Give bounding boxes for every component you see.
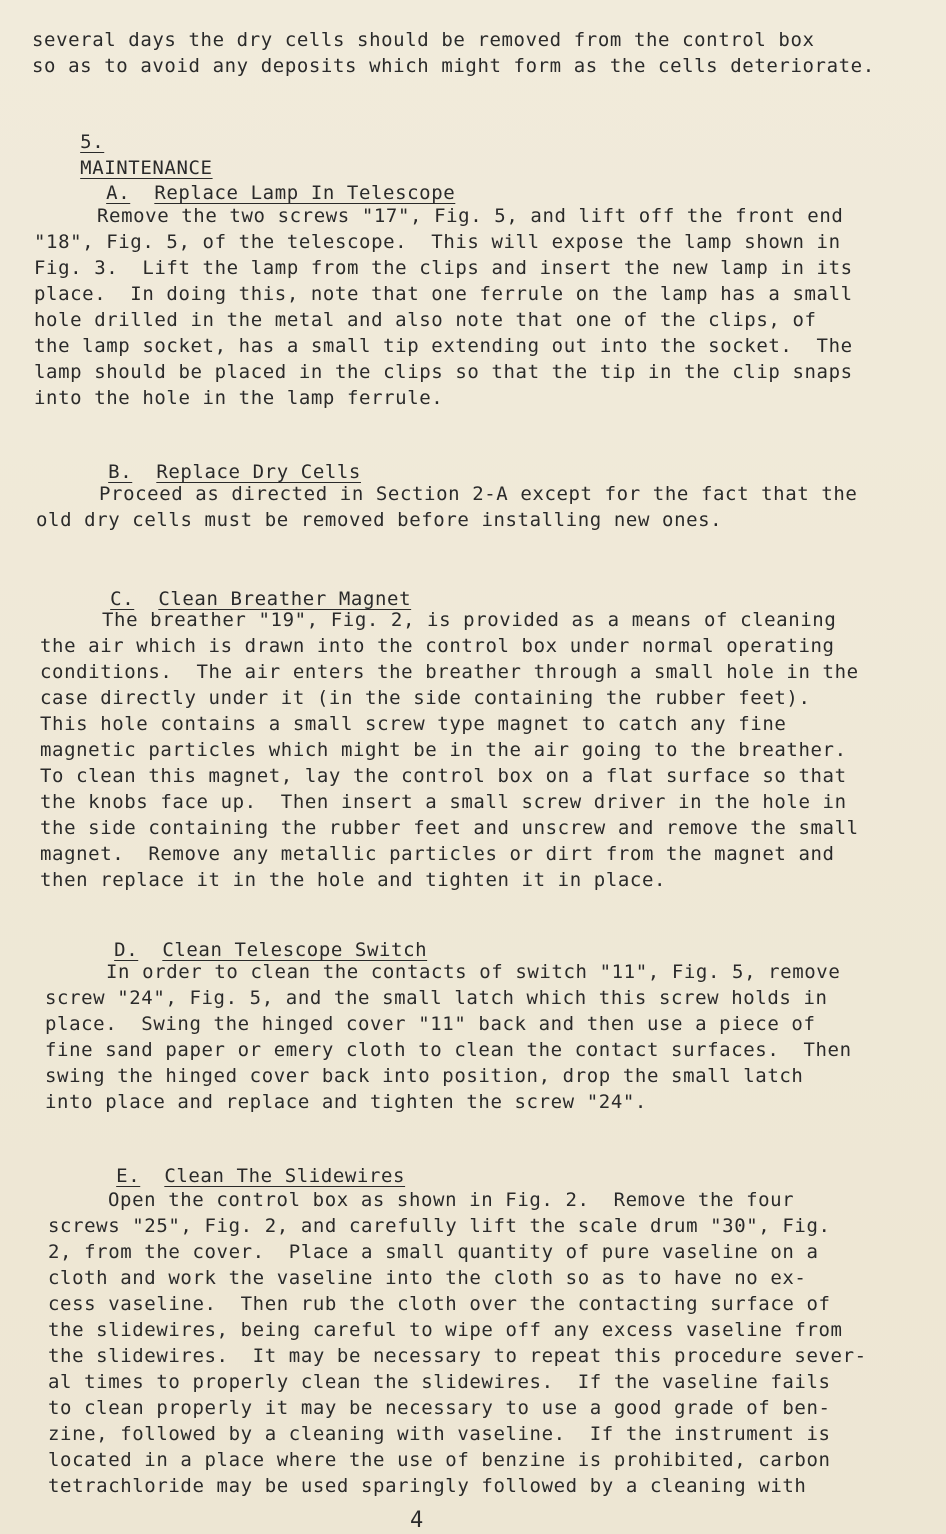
- subsection-title: Replace Dry Cells: [156, 461, 361, 483]
- paragraph-line: the air which is drawn into the control box under normal operating: [40, 635, 835, 657]
- paragraph-line: cloth and work the vaseline into the cloth so as to have no ex-: [48, 1267, 807, 1289]
- subsection-letter: B.: [108, 461, 133, 483]
- paragraph-line: Remove the two screws "17", Fig. 5, and lift off the front end: [97, 205, 844, 227]
- paragraph-line: the slidewires, being careful to wipe off any excess vaseline from: [48, 1319, 843, 1341]
- paragraph-line: "18", Fig. 5, of the telescope. This will expose the lamp shown in: [34, 231, 841, 253]
- subsection-letter: C.: [110, 588, 135, 610]
- paragraph-line: fine sand paper or emery cloth to clean the contact surfaces. Then: [45, 1039, 852, 1061]
- paragraph-line: zine, followed by a cleaning with vaseline. If the instrument is: [48, 1423, 831, 1445]
- paragraph-line: In order to clean the contacts of switch "11", Fig. 5, remove: [106, 961, 841, 983]
- paragraph-line: Open the control box as shown in Fig. 2. Remove the four: [108, 1189, 795, 1211]
- subsection-title: Replace Lamp In Telescope: [154, 182, 456, 204]
- subsection-letter: E.: [116, 1165, 141, 1187]
- subsection-letter: A.: [106, 182, 131, 204]
- paragraph-line: old dry cells must be removed before installing new ones.: [36, 509, 723, 531]
- subsection-letter: D.: [114, 939, 139, 961]
- paragraph-line: screw "24", Fig. 5, and the small latch which this screw holds in: [45, 987, 828, 1009]
- paragraph-line: This hole contains a small screw type magnet to catch any fine: [40, 713, 787, 735]
- paragraph-line: al times to properly clean the slidewires. If the vaseline fails: [48, 1371, 831, 1393]
- paragraph-line: 2, from the cover. Place a small quantity of pure vaseline on a: [48, 1241, 819, 1263]
- paragraph-line: screws "25", Fig. 2, and carefully lift the scale drum "30", Fig.: [48, 1215, 831, 1237]
- paragraph-line: the slidewires. It may be necessary to repeat this procedure sever-: [48, 1345, 867, 1367]
- paragraph-line: The breather "19", Fig. 2, is provided as a means of cleaning: [102, 609, 837, 631]
- paragraph-line: tetrachloride may be used sparingly followed by a cleaning with: [48, 1475, 807, 1497]
- intro-line: so as to avoid any deposits which might form as the cells deteriorate.: [32, 55, 875, 77]
- paragraph-line: the knobs face up. Then insert a small screw driver in the hole in: [40, 791, 847, 813]
- paragraph-line: conditions. The air enters the breather through a small hole in the: [40, 661, 859, 683]
- paragraph-line: located in a place where the use of benzine is prohibited, carbon: [48, 1449, 831, 1471]
- section-title: MAINTENANCE: [80, 157, 213, 179]
- paragraph-line: To clean this magnet, lay the control box on a flat surface so that: [40, 765, 847, 787]
- paragraph-line: to clean properly it may be necessary to use a good grade of ben-: [48, 1397, 831, 1419]
- subsection-title: Clean Breather Magnet: [158, 588, 412, 610]
- paragraph-line: into the hole in the lamp ferrule.: [34, 387, 444, 409]
- paragraph-line: the lamp socket, has a small tip extending out into the socket. The: [34, 335, 853, 357]
- paragraph-line: the side containing the rubber feet and unscrew and remove the small: [40, 817, 859, 839]
- paragraph-line: magnetic particles which might be in the air going to the breather.: [40, 739, 847, 761]
- paragraph-line: Fig. 3. Lift the lamp from the clips and insert the new lamp in its: [34, 257, 853, 279]
- paragraph-line: lamp should be placed in the clips so that the tip in the clip snaps: [34, 361, 853, 383]
- paragraph-line: cess vaseline. Then rub the cloth over the contacting surface of: [48, 1293, 831, 1315]
- intro-line: several days the dry cells should be removed from the control box: [32, 29, 815, 51]
- paragraph-line: magnet. Remove any metallic particles or dirt from the magnet and: [40, 843, 835, 865]
- section-number: 5.: [80, 131, 105, 153]
- subsection-title: Clean The Slidewires: [164, 1165, 406, 1187]
- page-number: 4: [410, 1508, 424, 1533]
- paragraph-line: then replace it in the hole and tighten it in place.: [40, 869, 667, 891]
- paragraph-line: swing the hinged cover back into position, drop the small latch: [45, 1065, 804, 1087]
- paragraph-line: Proceed as directed in Section 2-A except for the fact that the: [99, 483, 858, 505]
- subsection-title: Clean Telescope Switch: [162, 939, 428, 961]
- paragraph-line: into place and replace and tighten the screw "24".: [45, 1091, 647, 1113]
- paragraph-line: place. In doing this, note that one ferrule on the lamp has a small: [34, 283, 853, 305]
- paragraph-line: place. Swing the hinged cover "11" back and then use a piece of: [45, 1013, 816, 1035]
- paragraph-line: case directly under it (in the side containing the rubber feet).: [40, 687, 811, 709]
- paragraph-line: hole drilled in the metal and also note that one of the clips, of: [34, 309, 817, 331]
